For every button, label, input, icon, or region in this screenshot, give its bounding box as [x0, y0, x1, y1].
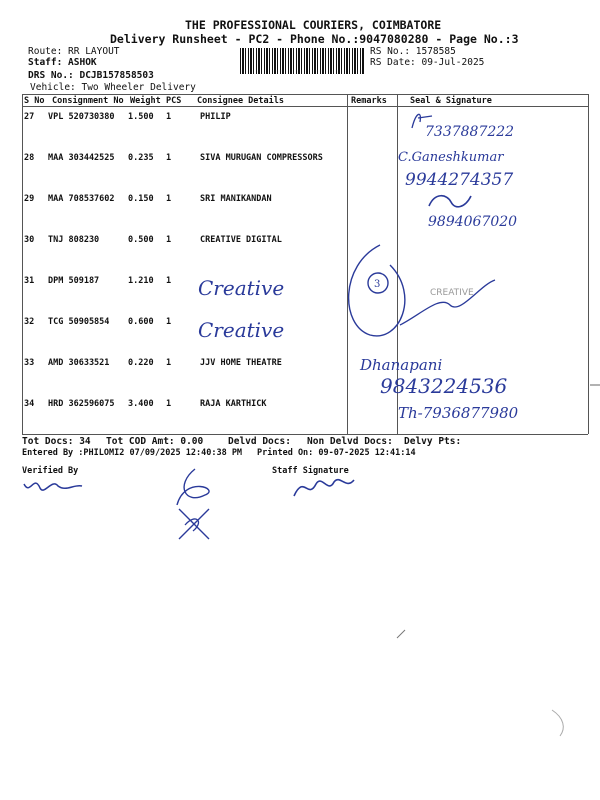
route-label: Route: RR LAYOUT — [28, 46, 120, 57]
row-consignee: SIVA MURUGAN COMPRESSORS — [200, 153, 323, 163]
company-title: THE PROFESSIONAL COURIERS, COIMBATORE — [185, 18, 442, 32]
row-consignment: TCG 50905854 — [48, 317, 110, 327]
row-sno: 28 — [24, 153, 35, 163]
row-consignee: SRI MANIKANDAN — [200, 194, 272, 204]
row-pcs: 1 — [166, 276, 172, 286]
margin-mark — [590, 380, 600, 390]
staff-label: Staff: ASHOK — [28, 57, 97, 68]
row-weight: 0.500 — [128, 235, 154, 245]
row-sno: 34 — [24, 399, 35, 409]
col-header-sno: S No — [24, 96, 45, 106]
row-weight: 3.400 — [128, 399, 154, 409]
row-pcs: 1 — [166, 153, 172, 163]
col-header-pcs: PCS — [166, 96, 182, 106]
row-weight: 0.220 — [128, 358, 154, 368]
row-consignment: VPL 520730380 — [48, 112, 115, 122]
verifier-signature — [18, 470, 88, 498]
row-consignment: TNJ 808230 — [48, 235, 100, 245]
row-weight: 0.150 — [128, 194, 154, 204]
row-consignee: CREATIVE DIGITAL — [200, 235, 282, 245]
table-top-border — [22, 94, 588, 95]
stray-mark — [395, 628, 407, 640]
vehicle-label: Vehicle: Two Wheeler Delivery — [30, 82, 196, 93]
signature-scribble-r29 — [425, 190, 475, 214]
handwritten-phone-r34: Th-7936877980 — [398, 404, 519, 422]
row-consignee: JJV HOME THEATRE — [200, 358, 282, 368]
row-pcs: 1 — [166, 112, 172, 122]
row-consignment: DPM 509187 — [48, 276, 100, 286]
barcode — [240, 48, 364, 74]
col-header-weight: Weight — [130, 96, 161, 106]
row-consignment: MAA 303442525 — [48, 153, 115, 163]
col-header-remarks: Remarks — [351, 96, 387, 106]
svg-text:3: 3 — [374, 279, 381, 290]
rs-date: RS Date: 09-Jul-2025 — [370, 57, 485, 68]
row-sno: 31 — [24, 276, 35, 286]
delivered-docs: Delvd Docs: — [228, 436, 291, 447]
row-pcs: 1 — [166, 358, 172, 368]
table-right-border — [588, 94, 589, 434]
total-docs: Tot Docs: 34 — [22, 436, 91, 447]
handwritten-phone-r27: 7337887222 — [425, 124, 515, 140]
delivery-points: Delvy Pts: — [404, 436, 462, 447]
handwritten-consignee-r31: Creative — [198, 276, 285, 300]
total-cod-amount: Tot COD Amt: 0.00 — [106, 436, 204, 447]
staff-signature-label: Staff Signature — [272, 466, 349, 476]
col-header-seal: Seal & Signature — [410, 96, 492, 106]
table-bottom-border — [22, 434, 588, 435]
row-sno: 33 — [24, 358, 35, 368]
row-sno: 32 — [24, 317, 35, 327]
non-delivered-docs: Non Delvd Docs: — [307, 436, 393, 447]
handwritten-phone-r33: 9843224536 — [380, 374, 508, 398]
row-consignee: PHILIP — [200, 112, 231, 122]
stray-curve — [550, 708, 570, 738]
row-sno: 30 — [24, 235, 35, 245]
handwritten-name-r28: C.Ganeshkumar — [398, 150, 504, 165]
runsheet-subtitle: Delivery Runsheet - PC2 - Phone No.:9047080280 - Page No.:3 — [110, 32, 519, 46]
handwritten-phone-r28: 9944274357 — [405, 170, 514, 190]
row-weight: 1.210 — [128, 276, 154, 286]
stylized-signature — [165, 465, 225, 545]
rs-number: RS No.: 1578585 — [370, 46, 456, 57]
svg-text:CREATIVE: CREATIVE — [430, 288, 474, 298]
row-weight: 1.500 — [128, 112, 154, 122]
handwritten-phone-r29: 9894067020 — [428, 214, 518, 230]
col-header-consignment: Consignment No — [52, 96, 124, 106]
row-weight: 0.600 — [128, 317, 154, 327]
row-pcs: 1 — [166, 235, 172, 245]
row-pcs: 1 — [166, 317, 172, 327]
row-consignment: MAA 708537602 — [48, 194, 115, 204]
handwritten-name-r33: Dhanapani — [360, 356, 443, 374]
row-sno: 29 — [24, 194, 35, 204]
printed-on: Printed On: 09-07-2025 12:41:14 — [257, 448, 416, 458]
row-pcs: 1 — [166, 194, 172, 204]
signature-squiggle-r27 — [408, 108, 438, 132]
row-sno: 27 — [24, 112, 35, 122]
entered-by: Entered By :PHILOMI2 07/09/2025 12:40:38 PM — [22, 448, 243, 458]
row-pcs: 1 — [166, 399, 172, 409]
handwritten-consignee-r32: Creative — [198, 318, 285, 342]
drs-number: DRS No.: DCJB157858503 — [28, 70, 154, 81]
row-consignment: AMD 30633521 — [48, 358, 110, 368]
row-consignee: RAJA KARTHICK — [200, 399, 267, 409]
staff-signature — [288, 470, 358, 504]
row-consignment: HRD 362596075 — [48, 399, 115, 409]
round-seal-stamp — [330, 235, 510, 345]
row-weight: 0.235 — [128, 153, 154, 163]
col-header-consignee: Consignee Details — [197, 96, 284, 106]
verified-by-label: Verified By — [22, 466, 79, 476]
